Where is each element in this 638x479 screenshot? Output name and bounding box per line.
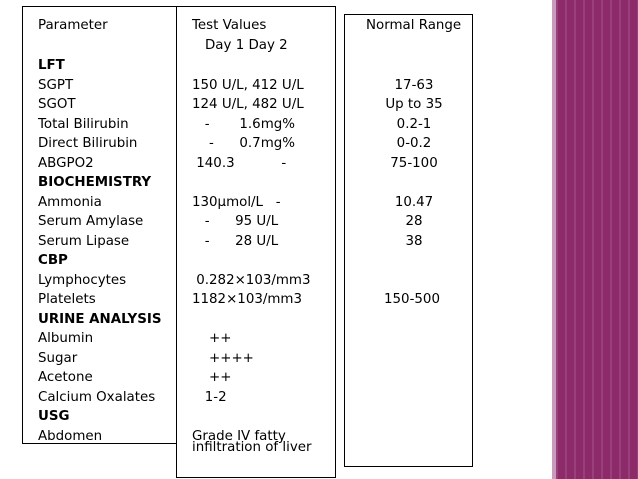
row-parameter: Acetone <box>38 370 93 385</box>
row-normal-range: 28 <box>405 214 423 229</box>
header-days: Day 1 Day 2 <box>205 38 288 53</box>
row-value: ++ <box>192 370 232 385</box>
row-normal-range: Up to 35 <box>385 97 443 112</box>
row-parameter: SGPT <box>38 77 74 93</box>
row-value: - 1.6mg% <box>192 116 295 132</box>
row-parameter: SGOT <box>38 97 76 112</box>
header-test-values: Test Values <box>192 18 267 33</box>
row-parameter: Sugar <box>38 350 78 366</box>
row-normal-range: 0-0.2 <box>396 136 432 151</box>
row-parameter: BIOCHEMISTRY <box>38 175 152 190</box>
row-parameter: Calcium Oxalates <box>38 389 156 405</box>
row-parameter: Lymphocytes <box>38 272 127 288</box>
row-parameter: USG <box>38 409 70 424</box>
row-parameter: Abdomen <box>38 428 103 444</box>
row-value: 0.282×103/mm3 <box>192 272 311 288</box>
row-value: 124 U/L, 482 U/L <box>192 97 304 112</box>
row-normal-range: 75-100 <box>390 155 438 171</box>
row-parameter: ABGPO2 <box>38 155 94 171</box>
row-parameter: Serum Amylase <box>38 214 144 229</box>
row-parameter: Ammonia <box>38 194 102 210</box>
header-normal-range: Normal Range <box>366 18 462 33</box>
row-parameter: Total Bilirubin <box>38 116 129 132</box>
row-value: 1-2 <box>192 389 227 405</box>
row-normal-range: 150-500 <box>384 292 440 307</box>
header-parameter: Parameter <box>38 18 108 33</box>
row-value: 140.3 - <box>192 155 287 171</box>
row-normal-range: 0.2-1 <box>396 116 432 132</box>
row-normal-range: 38 <box>405 233 423 249</box>
row-parameter: Direct Bilirubin <box>38 136 138 151</box>
row-parameter: URINE ANALYSIS <box>38 311 162 327</box>
row-parameter: Platelets <box>38 292 96 307</box>
row-value: 1182×103/mm3 <box>192 292 302 307</box>
row-value: 150 U/L, 412 U/L <box>192 77 304 93</box>
row-value: - 28 U/L <box>192 233 279 249</box>
row-value: 130µmol/L - <box>192 194 281 210</box>
row-value: ++ <box>192 331 232 346</box>
row-value: - 95 U/L <box>192 214 279 229</box>
row-normal-range: 10.47 <box>394 194 434 210</box>
row-value: - 0.7mg% <box>192 136 295 151</box>
row-value: Grade IV fatty <box>192 428 286 444</box>
row-parameter: CBP <box>38 253 68 268</box>
abdomen-value-continued: infiltration of liver <box>192 440 312 455</box>
row-value: ++++ <box>192 350 254 366</box>
row-normal-range: 17-63 <box>394 77 434 93</box>
row-parameter: Albumin <box>38 331 94 346</box>
row-parameter: LFT <box>38 58 65 73</box>
row-parameter: Serum Lipase <box>38 233 130 249</box>
decorative-stripe-band <box>556 0 638 479</box>
